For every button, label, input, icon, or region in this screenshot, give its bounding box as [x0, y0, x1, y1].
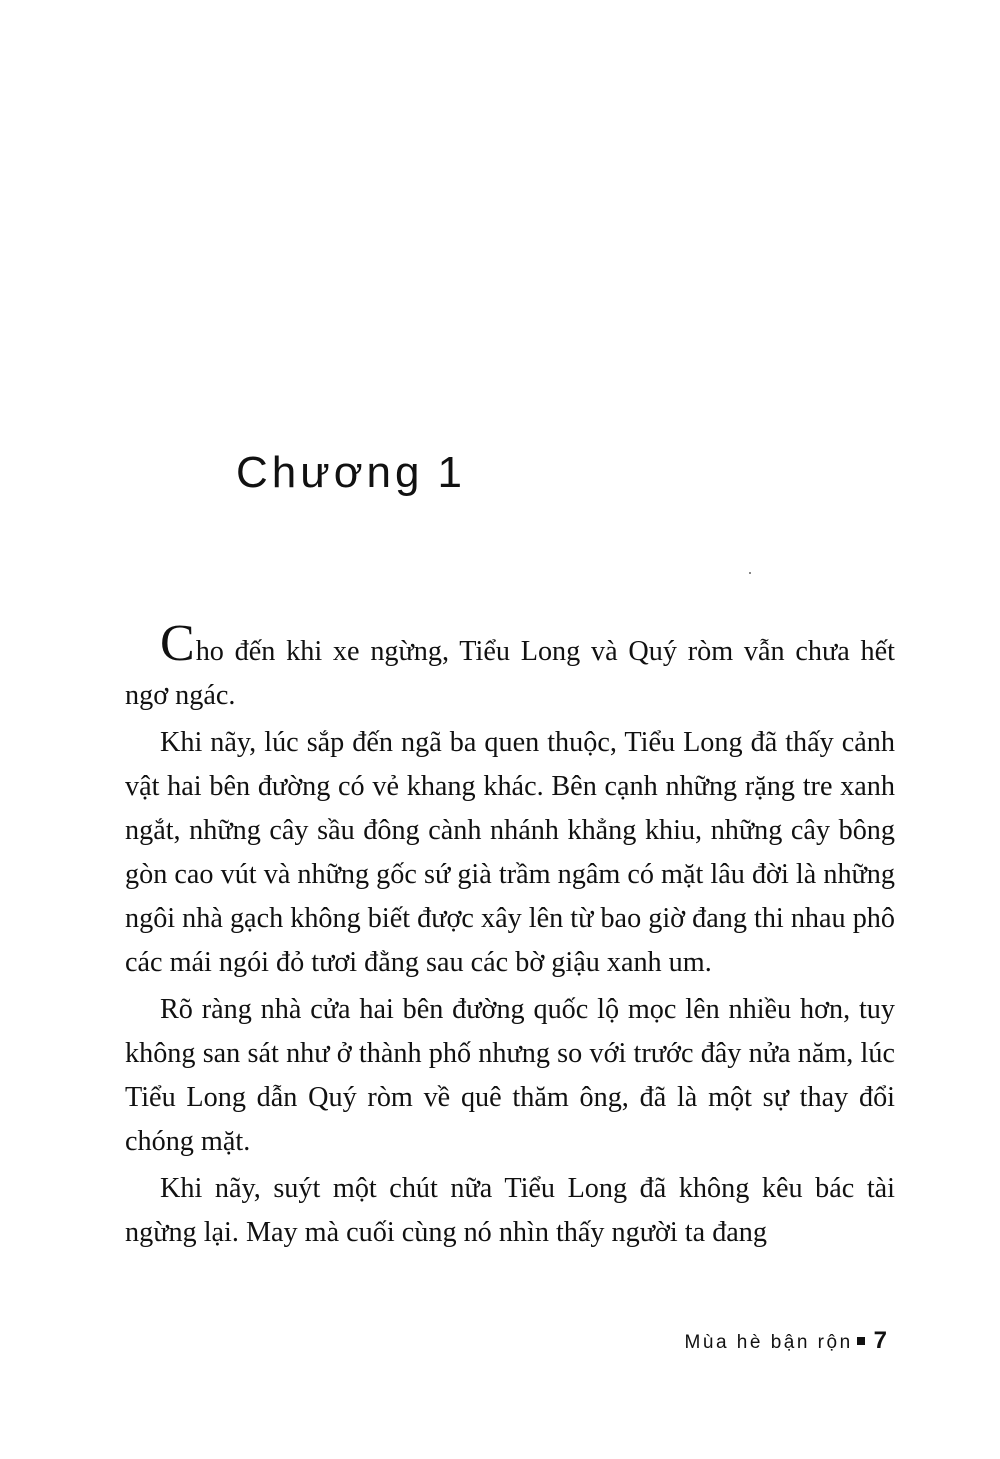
running-book-title: Mùa hè bận rộn: [684, 1332, 853, 1353]
paragraph-2: Khi nãy, lúc sắp đến ngã ba quen thuộc, Tiểu Long đã thấy cảnh vật hai bên đường có vẻ khang khác. Bên cạnh những rặng tre xanh ngắt, những cây sầu đông cành nhánh khẳng khiu, những cây bông gòn cao vút và những gốc sứ già trầm ngâm có mặt lâu đời là những ngôi nhà gạch không biết được xây lên từ bao giờ đang thi nhau phô các mái ngói đỏ tươi đằng sau các bờ giậu xanh um.: [125, 727, 895, 978]
chapter-title: [236, 443, 466, 503]
page-number: 7: [873, 1327, 887, 1354]
paragraph-3: Rõ ràng nhà cửa hai bên đường quốc lộ mọc lên nhiều hơn, tuy không san sát như ở thành phố nhưng so với trước đây nửa năm, lúc Tiểu Long dẫn Quý ròm về quê thăm ông, đã là một sự thay đổi chóng mặt.: [125, 994, 895, 1157]
square-bullet-icon: [857, 1337, 865, 1345]
paragraph-1-text: ho đến khi xe ngừng, Tiểu Long và Quý ròm vẫn chưa hết ngơ ngác.: [125, 636, 895, 711]
paragraph-1: [125, 615, 895, 718]
print-speck: [749, 572, 751, 574]
drop-cap: C: [160, 615, 196, 672]
page-footer: [685, 1326, 887, 1358]
paragraph-4: Khi nãy, suýt một chút nữa Tiểu Long đã không kêu bác tài ngừng lại. May mà cuối cùng nó nhìn thấy người ta đang: [125, 1173, 895, 1249]
chapter-body: [125, 615, 895, 1259]
chapter-number: 1: [437, 448, 466, 497]
chapter-label: Chương: [236, 448, 424, 497]
